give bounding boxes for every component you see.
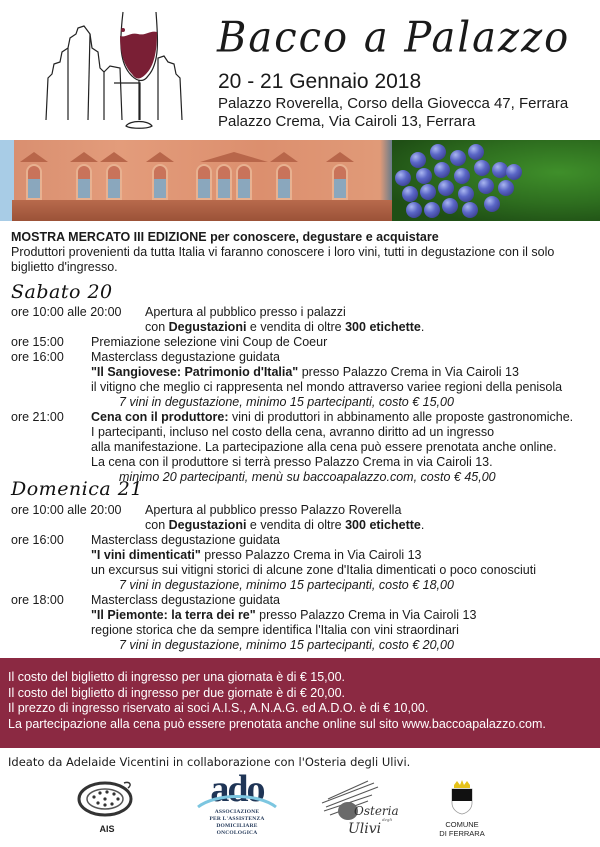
day-title-sunday: Domenica 21	[11, 478, 143, 500]
text: con	[145, 320, 169, 334]
event-text	[91, 608, 476, 623]
event-text	[145, 320, 424, 335]
grape	[478, 178, 494, 194]
wine-glass-city-skyline-icon	[40, 8, 200, 132]
text: presso Palazzo Crema in Via Cairoli 13	[298, 365, 519, 379]
window	[152, 164, 168, 200]
schedule-row	[11, 608, 596, 623]
ais-label: AIS	[99, 824, 115, 834]
schedule-sunday	[11, 503, 596, 653]
event-text: alla manifestazione. La partecipazione alla cena può essere prenotata anche online.	[91, 440, 557, 454]
schedule-row	[11, 455, 596, 470]
grape	[410, 152, 426, 168]
text: e vendita di oltre	[246, 320, 346, 334]
event-time: ore 10:00 alle 20:00	[11, 305, 122, 319]
schedule-row	[11, 548, 596, 563]
event-text: Apertura al pubblico presso Palazzo Roverella	[145, 503, 402, 517]
venue-roverella: Palazzo Roverella, Corso della Giovecca 47, Ferrara	[218, 95, 569, 112]
event-text	[91, 410, 573, 425]
masterclass-title: "Il Piemonte: la terra dei re"	[91, 608, 256, 622]
event-text: Premiazione selezione vini Coup de Coeur	[91, 335, 328, 349]
text: presso Palazzo Crema in Via Cairoli 13	[255, 608, 477, 622]
schedule-row	[11, 533, 596, 548]
grape	[402, 186, 418, 202]
event-title: Bacco a Palazzo	[217, 13, 571, 63]
event-text: Masterclass degustazione guidata	[91, 533, 281, 547]
event-price: 7 vini in degustazione, minimo 15 partecipanti, costo € 20,00	[119, 638, 454, 652]
ticket-info-band	[0, 658, 600, 748]
window-pediment	[20, 152, 48, 162]
event-price: 7 vini in degustazione, minimo 15 partecipanti, costo € 15,00	[119, 395, 454, 409]
event-text: Masterclass degustazione guidata	[91, 350, 281, 364]
intro-body: Produttori provenienti da tutta Italia vi faranno conoscere i loro vini, tutti in degustazione con il solo biglietto d'ingresso.	[11, 245, 555, 274]
schedule-row	[11, 440, 596, 455]
text: e vendita di oltre	[246, 518, 346, 532]
masterclass-title: "I vini dimenticati"	[91, 548, 201, 562]
schedule-row	[11, 305, 596, 320]
schedule-row	[11, 518, 596, 533]
highlight: 300 etichette	[345, 518, 421, 532]
event-dates: 20 - 21 Gennaio 2018	[218, 70, 422, 93]
event-text: Masterclass degustazione guidata	[91, 593, 281, 607]
grape	[462, 202, 478, 218]
highlight: Degustazioni	[168, 320, 247, 334]
banner-photo	[0, 140, 600, 221]
window-pediment	[326, 152, 354, 162]
ticket-info-line: Il costo del biglietto di ingresso per due giornate è di € 20,00.	[8, 685, 346, 700]
ado-sub-line: ASSOCIAZIONE	[214, 809, 260, 815]
window-pediment	[146, 152, 174, 162]
day-title-saturday: Sabato 20	[11, 281, 113, 303]
svg-text:Ulivi: Ulivi	[348, 821, 382, 837]
svg-text:degli: degli	[382, 817, 393, 822]
masterclass-title: "Il Sangiovese: Patrimonio d'Italia"	[91, 365, 299, 379]
grape	[424, 202, 440, 218]
dinner-title: Cena con il produttore:	[91, 410, 229, 424]
window-pediment	[70, 152, 98, 162]
window	[216, 164, 232, 200]
comune-ferrara-logo	[432, 779, 492, 838]
window	[276, 164, 292, 200]
olive-branch-icon	[318, 777, 398, 837]
window-pediment	[270, 152, 298, 162]
grape	[442, 198, 458, 214]
event-time: ore 16:00	[11, 533, 64, 547]
schedule-row	[11, 320, 596, 335]
schedule-row	[11, 593, 596, 608]
event-time: ore 16:00	[11, 350, 64, 364]
event-time: ore 15:00	[11, 335, 64, 349]
event-text	[91, 365, 519, 380]
credit-line: Ideato da Adelaide Vicentini in collaborazione con l'Osteria degli Ulivi.	[8, 755, 411, 769]
ado-sub-line: PER L'ASSISTENZA	[209, 816, 265, 822]
schedule-row	[11, 638, 596, 653]
ado-wordmark-wrap	[196, 769, 278, 809]
window	[76, 164, 92, 200]
schedule-row	[11, 623, 596, 638]
schedule-row	[11, 395, 596, 410]
ado-sub-line: ONCOLOGICA	[216, 830, 258, 836]
event-time: ore 18:00	[11, 593, 64, 607]
grape	[395, 170, 411, 186]
schedule-row	[11, 350, 596, 365]
schedule-saturday	[11, 305, 596, 485]
highlight: 300 etichette	[345, 320, 421, 334]
grape	[450, 150, 466, 166]
event-text	[145, 518, 424, 533]
event-time: ore 10:00 alle 20:00	[11, 503, 122, 517]
ticket-info-line: Il prezzo di ingresso riservato ai soci A.I.S., A.N.A.G. ed A.D.O. è di € 10,00.	[8, 701, 429, 715]
grape	[434, 162, 450, 178]
event-text: il vitigno che meglio ci rappresenta nel mondo attraverso variee regioni della penisola	[91, 380, 563, 394]
schedule-row	[11, 563, 596, 578]
ticket-info-line: La partecipazione alla cena può essere prenotata anche online sul sito www.baccoapalazzo.com.	[8, 716, 546, 731]
event-text	[91, 548, 422, 563]
grape	[474, 160, 490, 176]
highlight: Degustazioni	[168, 518, 247, 532]
ferrara-label-line: DI FERRARA	[439, 829, 485, 838]
ado-arc-icon	[196, 791, 278, 809]
event-price: 7 vini in degustazione, minimo 15 partecipanti, costo € 18,00	[119, 578, 454, 592]
ais-emblem-icon	[72, 775, 142, 819]
schedule-row	[11, 365, 596, 380]
ferrara-label-line: COMUNE	[445, 820, 479, 829]
venue-crema: Palazzo Crema, Via Cairoli 13, Ferrara	[218, 113, 476, 130]
event-text: I partecipanti, incluso nel costo della cena, avranno diritto ad un ingresso	[91, 425, 495, 439]
grape	[438, 180, 454, 196]
ado-wordmark: ado	[210, 768, 264, 810]
ado-subtitle	[196, 809, 278, 837]
ais-logo	[72, 775, 142, 834]
schedule-row	[11, 335, 596, 350]
event-text: regione storica che da sempre identifica l'Italia con vini straordinari	[91, 623, 459, 637]
sponsor-logos	[0, 768, 600, 847]
osteria-logo	[318, 777, 398, 842]
schedule-row	[11, 425, 596, 440]
text: .	[420, 320, 425, 334]
ferrara-label	[432, 820, 492, 838]
window	[236, 164, 252, 200]
window	[26, 164, 42, 200]
window-pediment	[200, 152, 268, 162]
text: vini di produttori in abbinamento alle proposte gastronomiche.	[228, 410, 574, 424]
header	[0, 0, 600, 140]
event-text: Apertura al pubblico presso i palazzi	[145, 305, 346, 319]
event-price: minimo 20 partecipanti, menù su baccoapalazzo.com, costo € 45,00	[119, 470, 496, 484]
grape	[458, 186, 474, 202]
intro-lead: MOSTRA MERCATO III EDIZIONE per conoscere, degustare e acquistare	[11, 230, 439, 244]
ferrara-crest-icon	[432, 779, 492, 815]
ado-sub-line: DOMICILIARE	[216, 823, 258, 829]
window	[332, 164, 348, 200]
schedule-row	[11, 380, 596, 395]
osteria-wordmark: Osteria	[354, 804, 398, 818]
grape	[506, 164, 522, 180]
event-text: La cena con il produttore si terrà presso Palazzo Crema in via Cairoli 13.	[91, 455, 493, 469]
window	[106, 164, 122, 200]
grape	[406, 202, 422, 218]
window	[196, 164, 212, 200]
cornice	[12, 200, 392, 221]
grape	[468, 144, 484, 160]
grape	[416, 168, 432, 184]
grape	[498, 180, 514, 196]
window-pediment	[100, 152, 128, 162]
event-text: un excursus sui vitigni storici di alcune zone d'Italia dimenticati o poco conosciuti	[91, 563, 536, 577]
text: .	[420, 518, 425, 532]
ado-logo	[196, 769, 278, 837]
intro	[11, 230, 591, 275]
ticket-info-line: Il costo del biglietto di ingresso per una giornata è di € 15,00.	[8, 670, 346, 684]
text: presso Palazzo Crema in Via Cairoli 13	[200, 548, 422, 562]
schedule-row	[11, 503, 596, 518]
schedule-row	[11, 578, 596, 593]
grape	[484, 196, 500, 212]
grape	[420, 184, 436, 200]
grape	[454, 168, 470, 184]
text: con	[145, 518, 169, 532]
schedule-row	[11, 410, 596, 425]
grape	[430, 144, 446, 160]
event-time: ore 21:00	[11, 410, 64, 424]
